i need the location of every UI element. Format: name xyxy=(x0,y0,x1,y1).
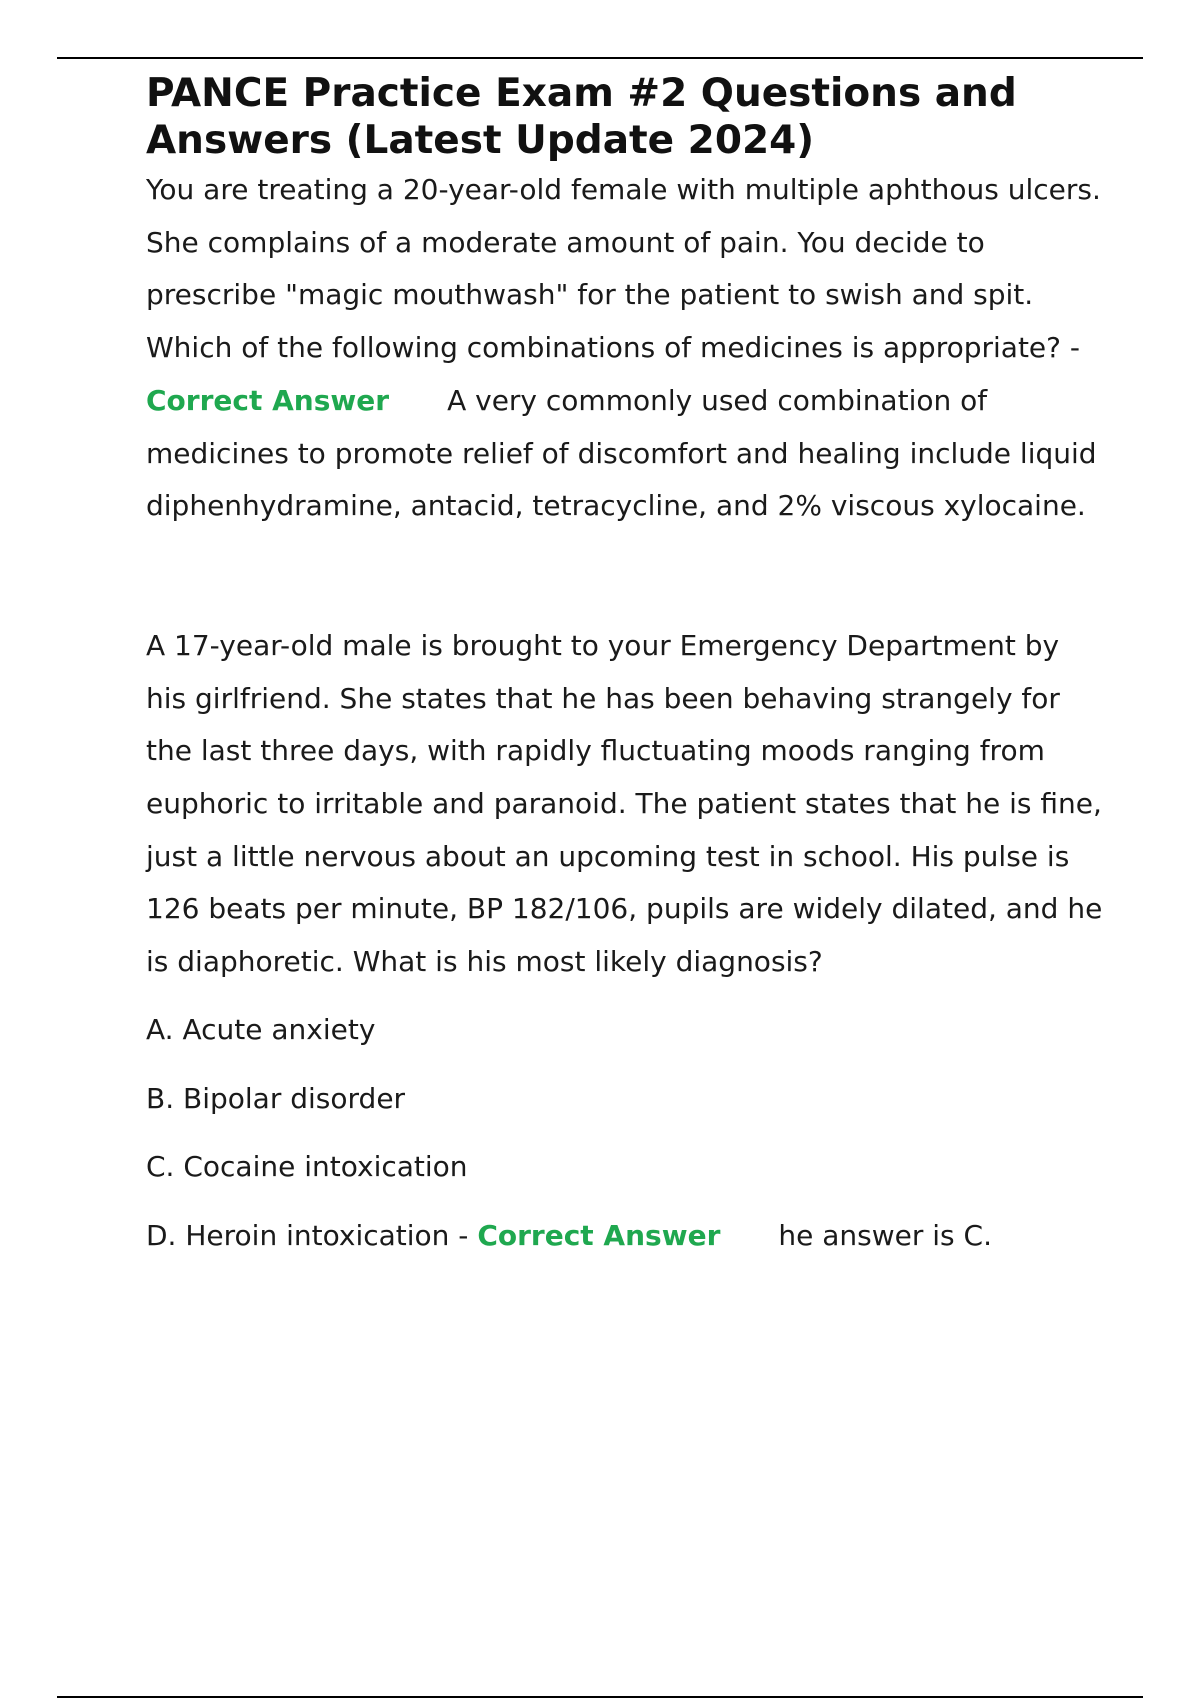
option-d xyxy=(146,1202,1106,1271)
document-body xyxy=(146,70,1106,1271)
question-2-text: A 17-year-old male is brought to your Emergency Department by his girlfriend. She states that he has been behaving strangely for the last three days, with rapidly fluctuating moods ranging from euphoric to irritable and paranoid. The patient states that he is fine, just a little nervous about an upcoming test in school. His pulse is 126 beats per minute, BP 182/106, pupils are widely dilated, and he is diaphoretic. What is his most likely diagnosis? xyxy=(146,628,1103,979)
top-divider xyxy=(57,57,1143,59)
correct-answer-label: Correct Answer xyxy=(477,1218,721,1252)
question-1-text: You are treating a 20-year-old female with multiple aphthous ulcers. She complains of a moderate amount of pain. You decide to prescribe "magic mouthwash" for the patient to swish and spit. Which of the following combinations of medicines is appropriate? - xyxy=(146,173,1101,365)
question-2-answer: he answer is C. xyxy=(778,1218,992,1252)
question-1-answer: A very commonly used combination of medicines to promote relief of discomfort and healing include liquid diphenhydramine, antacid, tetracycline, and 2% viscous xylocaine. xyxy=(146,383,1097,523)
option-a: A. Acute anxiety xyxy=(146,1012,376,1046)
option-c: C. Cocaine intoxication xyxy=(146,1150,468,1184)
document-title: PANCE Practice Exam #2 Questions and Answers (Latest Update 2024) xyxy=(146,71,1017,163)
correct-answer-label: Correct Answer xyxy=(146,383,390,417)
bottom-divider xyxy=(57,1696,1143,1698)
question-2 xyxy=(146,620,1106,989)
question-1 xyxy=(146,164,1106,533)
option-d-text: D. Heroin intoxication - xyxy=(146,1218,478,1252)
option-b: B. Bipolar disorder xyxy=(146,1081,406,1115)
